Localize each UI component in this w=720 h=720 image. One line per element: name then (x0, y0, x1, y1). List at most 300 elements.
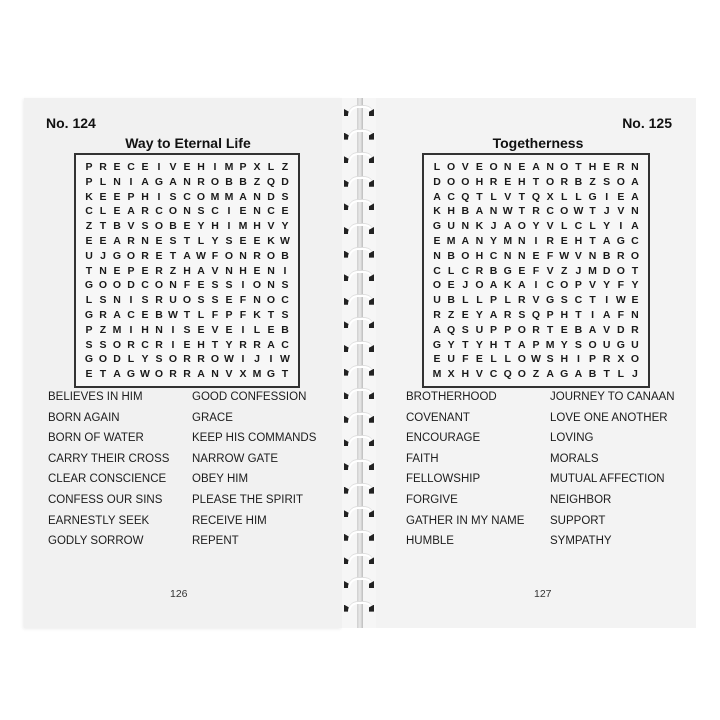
grid-letter: Z (589, 175, 596, 188)
grid-letter: E (141, 308, 149, 321)
word-list-item: LOVE ONE ANOTHER (550, 411, 668, 424)
spiral-ring-icon (344, 342, 374, 352)
grid-letter: C (267, 205, 275, 218)
grid-letter: V (532, 294, 540, 307)
grid-letter: N (267, 279, 275, 292)
grid-letter: Q (447, 323, 456, 336)
grid-letter: Y (490, 234, 498, 247)
grid-letter: P (85, 323, 93, 336)
grid-letter: Y (447, 338, 455, 351)
grid-letter: E (617, 190, 625, 203)
grid-letter: E (433, 234, 441, 247)
word-list-item: COVENANT (406, 411, 470, 424)
grid-letter: H (475, 249, 484, 262)
grid-letter: R (253, 338, 261, 351)
grid-letter: P (546, 308, 554, 321)
grid-letter: H (560, 308, 569, 321)
grid-letter: T (183, 308, 191, 321)
grid-letter: Y (211, 234, 219, 247)
grid-letter: O (432, 279, 442, 292)
spiral-ring-icon (344, 224, 374, 234)
grid-letter: U (631, 338, 639, 351)
word-list-item: SYMPATHY (550, 535, 612, 548)
grid-letter: A (113, 308, 121, 321)
grid-letter: O (517, 368, 526, 381)
left-page (24, 98, 342, 628)
grid-letter: Y (532, 220, 540, 233)
grid-letter: R (602, 353, 611, 366)
grid-letter: A (113, 234, 121, 247)
grid-letter: W (280, 353, 290, 366)
grid-letter: R (99, 161, 107, 173)
grid-letter: J (462, 279, 469, 292)
grid-letter: O (126, 249, 136, 262)
grid-letter: A (475, 205, 484, 218)
grid-letter: L (197, 308, 205, 321)
grid-letter: R (127, 338, 135, 351)
grid-letter: O (461, 175, 470, 188)
grid-letter: E (518, 264, 526, 277)
grid-letter: O (616, 264, 625, 277)
grid-letter: E (447, 279, 455, 292)
grid-letter: T (575, 161, 582, 173)
grid-letter: A (503, 220, 512, 233)
grid-letter: R (183, 353, 191, 366)
grid-letter: A (574, 368, 583, 381)
word-list-item: RECEIVE HIM (192, 514, 267, 527)
grid-letter: T (99, 368, 107, 381)
grid-letter: B (239, 175, 247, 188)
grid-letter: H (588, 161, 597, 173)
spiral-ring-icon (344, 578, 374, 588)
grid-letter: G (84, 279, 94, 292)
grid-letter: C (183, 190, 191, 203)
spiral-ring-icon (344, 153, 374, 163)
grid-letter: K (475, 220, 484, 233)
grid-letter: I (129, 175, 133, 188)
grid-row (430, 308, 642, 323)
grid-letter: I (619, 220, 623, 233)
grid-letter: Y (141, 353, 149, 366)
grid-letter: N (155, 323, 163, 336)
grid-letter: M (588, 264, 597, 277)
grid-letter: V (225, 368, 233, 381)
grid-row (430, 219, 642, 234)
grid-letter: V (589, 279, 597, 292)
grid-letter: W (196, 249, 206, 262)
grid-letter: Z (99, 323, 107, 336)
grid-letter: C (141, 279, 149, 292)
grid-letter: G (266, 368, 276, 381)
grid-letter: E (504, 175, 512, 188)
grid-letter: P (85, 175, 93, 188)
grid-letter: C (447, 190, 455, 203)
grid-letter: N (183, 205, 191, 218)
grid-letter: O (224, 249, 234, 262)
spiral-ring-icon (344, 413, 374, 423)
grid-letter: A (113, 368, 121, 381)
grid-letter: R (239, 338, 247, 351)
grid-letter: W (168, 308, 178, 321)
grid-letter: N (518, 234, 526, 247)
word-list-item: KEEP HIS COMMANDS (192, 432, 317, 445)
grid-letter: N (267, 264, 275, 277)
grid-letter: H (141, 190, 149, 203)
grid-letter: K (433, 205, 441, 218)
grid-letter: Z (281, 161, 289, 173)
grid-letter: E (141, 264, 149, 277)
grid-letter: F (211, 249, 219, 262)
grid-letter: O (210, 353, 220, 366)
grid-letter: V (603, 323, 611, 336)
grid-letter: H (183, 264, 191, 277)
word-list-item: HUMBLE (406, 535, 454, 548)
grid-letter: E (603, 161, 611, 173)
grid-letter: O (630, 249, 640, 262)
grid-letter: R (155, 264, 163, 277)
grid-letter: G (126, 368, 136, 381)
grid-letter: R (617, 249, 625, 262)
grid-row (82, 278, 292, 293)
grid-letter: I (241, 323, 245, 336)
grid-letter: F (462, 353, 469, 366)
grid-letter: P (504, 323, 512, 336)
grid-letter: C (127, 161, 135, 173)
word-list-item: OBEY HIM (192, 473, 249, 486)
grid-letter: F (532, 264, 540, 277)
grid-letter: A (602, 308, 611, 321)
grid-letter: M (224, 190, 234, 203)
grid-letter: N (475, 234, 484, 247)
spiral-ring-icon (344, 484, 374, 494)
word-list-item: LOVING (550, 432, 594, 445)
grid-letter: N (631, 161, 639, 173)
grid-letter: O (616, 175, 625, 188)
grid-letter: I (157, 161, 161, 173)
grid-letter: T (546, 323, 554, 336)
grid-letter: B (225, 175, 233, 188)
word-list (406, 390, 690, 549)
grid-letter: Z (561, 264, 568, 277)
grid-letter: J (632, 368, 638, 381)
grid-letter: E (433, 353, 441, 366)
grid-letter: T (518, 190, 526, 203)
grid-letter: W (531, 353, 541, 366)
grid-letter: L (85, 294, 93, 307)
grid-letter: M (446, 234, 456, 247)
word-list-item: BORN OF WATER (48, 432, 144, 445)
grid-letter: T (589, 294, 596, 307)
grid-letter: T (589, 205, 596, 218)
grid-letter: T (183, 234, 191, 247)
grid-letter: V (574, 249, 582, 262)
grid-letter: O (517, 220, 526, 233)
spiral-ring-icon (344, 248, 374, 258)
grid-row (430, 204, 642, 219)
grid-letter: G (154, 175, 164, 188)
grid-letter: Z (169, 264, 177, 277)
grid-letter: T (99, 220, 107, 233)
grid-letter: Y (603, 279, 611, 292)
spiral-ring-icon (344, 318, 374, 328)
grid-letter: L (476, 294, 483, 307)
grid-letter: I (213, 161, 217, 173)
grid-letter: T (518, 205, 526, 218)
grid-letter: R (155, 294, 163, 307)
grid-letter: F (617, 308, 625, 321)
grid-letter: C (546, 279, 554, 292)
grid-letter: V (211, 264, 219, 277)
grid-letter: G (560, 368, 569, 381)
grid-letter: A (127, 205, 135, 218)
grid-letter: N (113, 294, 121, 307)
grid-letter: R (141, 249, 149, 262)
grid-letter: R (253, 249, 261, 262)
word-list-item: BELIEVES IN HIM (48, 391, 143, 403)
grid-row (82, 338, 292, 353)
grid-letter: P (127, 190, 135, 203)
word-list-item: SUPPORT (550, 514, 606, 527)
grid-letter: E (155, 234, 163, 247)
grid-letter: X (239, 368, 247, 381)
grid-letter: A (239, 190, 247, 203)
grid-letter: S (169, 234, 177, 247)
grid-letter: F (239, 308, 247, 321)
grid-letter: T (476, 190, 483, 203)
grid-letter: J (575, 264, 582, 277)
word-list-item: FELLOWSHIP (406, 473, 481, 486)
spiral-ring-icon (344, 366, 374, 376)
grid-letter: L (253, 323, 261, 336)
grid-letter: H (560, 353, 569, 366)
word-list-item: GOOD CONFESSION (192, 391, 307, 403)
grid-letter: H (475, 175, 484, 188)
grid-letter: E (267, 323, 275, 336)
grid-letter: F (546, 249, 554, 262)
grid-letter: O (461, 249, 470, 262)
grid-letter: V (267, 220, 275, 233)
grid-row (82, 293, 292, 308)
grid-letter: Y (475, 308, 483, 321)
grid-letter: T (462, 338, 469, 351)
grid-letter: Q (531, 190, 541, 203)
grid-letter: P (225, 308, 233, 321)
word-list-item: CLEAR CONSCIENCE (48, 473, 167, 486)
grid-letter: E (141, 161, 149, 173)
grid-letter: N (183, 175, 191, 188)
puzzle-title: Way to Eternal Life (125, 135, 251, 151)
grid-letter: E (532, 249, 540, 262)
grid-letter: C (461, 264, 470, 277)
grid-letter: G (546, 294, 555, 307)
grid-letter: A (197, 368, 205, 381)
grid-letter: G (432, 338, 442, 351)
grid-letter: A (631, 220, 639, 233)
grid-letter: I (534, 234, 538, 247)
grid-letter: U (169, 294, 177, 307)
grid-letter: T (281, 368, 289, 381)
grid-letter: O (447, 175, 456, 188)
grid-letter: Y (603, 220, 611, 233)
word-list-item: NEIGHBOR (550, 493, 612, 506)
word-search-grid (74, 153, 300, 388)
grid-letter: D (113, 353, 121, 366)
grid-letter: T (575, 308, 582, 321)
grid-letter: I (171, 338, 175, 351)
spiral-ring-icon (344, 436, 374, 446)
word-list-item: PLEASE THE SPIRIT (192, 493, 303, 506)
grid-letter: B (281, 323, 289, 336)
grid-letter: T (169, 249, 177, 262)
grid-letter: W (280, 234, 290, 247)
grid-row (430, 234, 642, 249)
page-number: 126 (170, 588, 188, 600)
grid-letter: N (518, 249, 526, 262)
grid-letter: W (559, 249, 570, 262)
grid-letter: D (602, 264, 611, 277)
grid-letter: O (112, 338, 122, 351)
grid-letter: R (631, 323, 639, 336)
word-list-item: EARNESTLY SEEK (48, 514, 150, 527)
grid-letter: H (489, 338, 498, 351)
grid-letter: S (281, 190, 289, 203)
grid-letter: V (211, 323, 219, 336)
grid-letter: W (502, 205, 513, 218)
grid-letter: K (253, 308, 261, 321)
grid-letter: S (461, 323, 469, 336)
grid-letter: M (210, 190, 220, 203)
grid-letter: E (253, 234, 261, 247)
grid-letter: D (281, 175, 289, 188)
grid-letter: C (281, 294, 289, 307)
grid-letter: E (225, 323, 233, 336)
grid-letter: R (155, 338, 163, 351)
grid-letter: Y (281, 220, 289, 233)
grid-row (82, 308, 292, 323)
grid-letter: U (602, 338, 611, 351)
grid-letter: R (197, 175, 205, 188)
grid-letter: E (99, 190, 107, 203)
grid-letter: D (433, 175, 441, 188)
grid-letter: N (225, 264, 233, 277)
grid-letter: S (225, 279, 233, 292)
grid-letter: O (98, 279, 108, 292)
grid-letter: A (631, 175, 639, 188)
grid-letter: U (85, 249, 93, 262)
grid-letter: S (169, 190, 177, 203)
grid-letter: A (602, 234, 611, 247)
grid-letter: B (447, 249, 455, 262)
word-list-item: REPENT (192, 535, 239, 548)
grid-letter: E (239, 234, 247, 247)
grid-letter: E (475, 161, 483, 173)
grid-letter: A (461, 234, 470, 247)
grid-letter: E (560, 234, 568, 247)
grid-letter: R (433, 308, 441, 321)
grid-letter: F (211, 308, 219, 321)
grid-letter: L (462, 294, 469, 307)
grid-letter: N (253, 294, 261, 307)
grid-letter: M (432, 368, 442, 381)
grid-letter: O (210, 175, 220, 188)
word-list-item: BROTHERHOOD (406, 391, 497, 403)
grid-letter: E (560, 323, 568, 336)
grid-letter: E (183, 161, 191, 173)
grid-row (430, 338, 642, 353)
grid-letter: I (157, 190, 161, 203)
grid-letter: E (281, 205, 289, 218)
grid-letter: L (433, 161, 441, 173)
grid-letter: B (574, 175, 583, 188)
grid-letter: V (546, 220, 554, 233)
grid-row (82, 323, 292, 338)
grid-letter: W (224, 353, 234, 366)
grid-letter: F (183, 279, 191, 292)
grid-letter: I (283, 264, 287, 277)
grid-letter: O (588, 338, 597, 351)
grid-row (82, 204, 292, 219)
grid-letter: E (225, 294, 233, 307)
grid-row (82, 160, 292, 175)
grid-letter: L (617, 368, 625, 381)
grid-letter: K (85, 190, 93, 203)
grid-letter: A (433, 190, 441, 203)
grid-letter: L (99, 205, 107, 218)
grid-letter: O (154, 279, 164, 292)
grid-letter: V (617, 205, 625, 218)
grid-letter: A (532, 161, 540, 173)
grid-letter: F (617, 279, 625, 292)
spiral-ring-icon (344, 177, 374, 187)
grid-letter: T (85, 264, 93, 277)
grid-letter: T (211, 338, 219, 351)
word-list-item: GRACE (192, 411, 233, 424)
grid-letter: G (503, 264, 512, 277)
grid-letter: R (475, 264, 484, 277)
grid-letter: D (127, 279, 135, 292)
grid-letter: N (99, 264, 107, 277)
grid-row (82, 219, 292, 234)
grid-letter: B (588, 368, 597, 381)
grid-letter: B (113, 220, 121, 233)
word-list-item: JOURNEY TO CANAAN (550, 391, 675, 403)
grid-letter: R (503, 308, 512, 321)
grid-letter: O (154, 368, 164, 381)
grid-letter: X (253, 161, 261, 173)
grid-letter: J (254, 353, 260, 366)
right-page (376, 98, 696, 628)
grid-letter: N (546, 161, 554, 173)
grid-letter: N (169, 279, 177, 292)
grid-letter: B (489, 264, 498, 277)
grid-letter: I (227, 220, 231, 233)
grid-letter: L (561, 190, 568, 203)
grid-letter: P (574, 279, 582, 292)
grid-letter: P (490, 323, 498, 336)
grid-letter: I (591, 308, 594, 321)
grid-letter: O (154, 220, 164, 233)
grid-letter: C (127, 308, 135, 321)
grid-letter: T (589, 234, 596, 247)
grid-letter: E (113, 264, 121, 277)
grid-letter: I (605, 190, 609, 203)
grid-letter: I (129, 323, 133, 336)
grid-letter: Y (475, 338, 483, 351)
grid-letter: O (517, 353, 526, 366)
grid-letter: X (447, 368, 455, 381)
grid-letter: T (504, 338, 511, 351)
grid-letter: N (211, 368, 219, 381)
